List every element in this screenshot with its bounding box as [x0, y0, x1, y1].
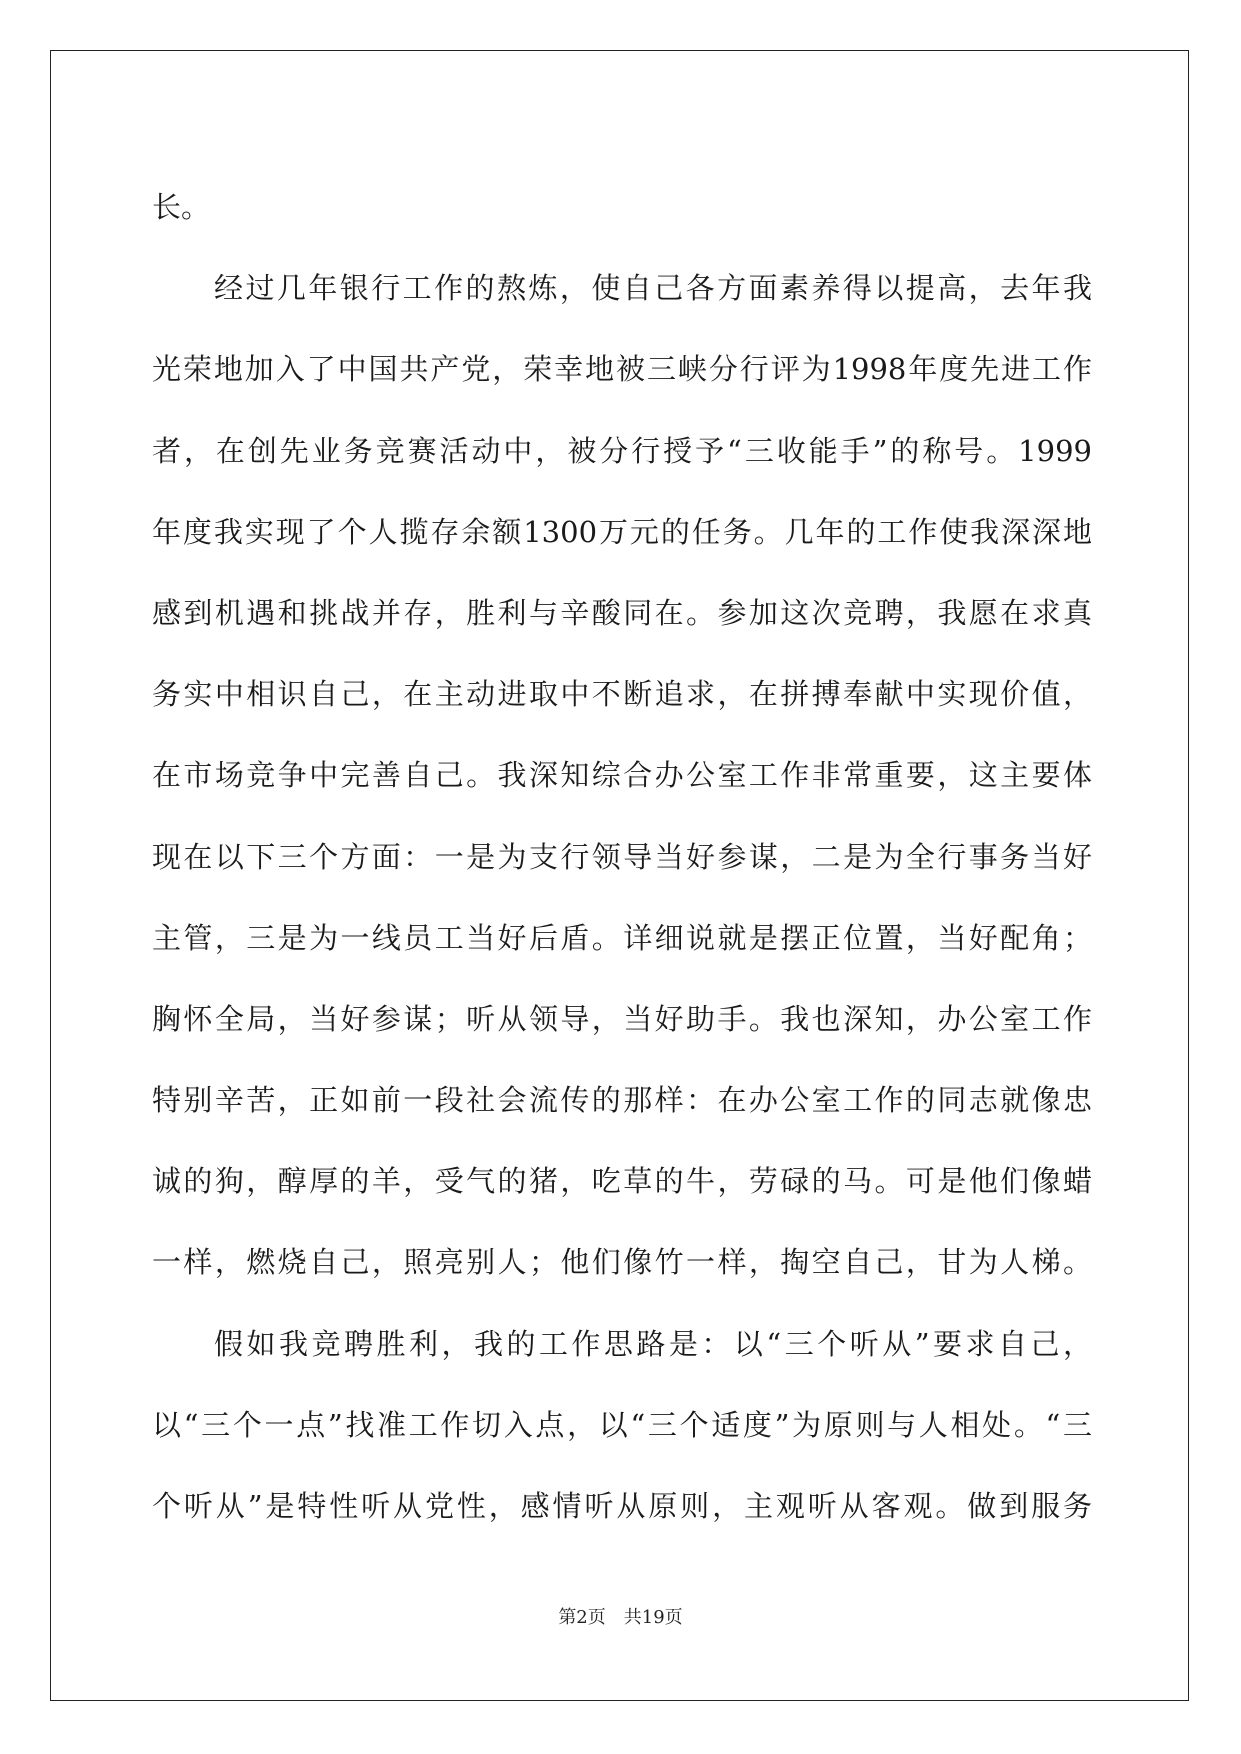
text-line: 者，在创先业务竞赛活动中，被分行授予“三收能手”的称号。1999 [152, 433, 1092, 468]
text-line: 以“三个一点”找准工作切入点，以“三个适度”为原则与人相处。“三 [152, 1407, 1092, 1442]
text-line: 在市场竞争中完善自己。我深知综合办公室工作非常重要，这主要体 [152, 758, 1092, 793]
text-line: 一样，燃烧自己，照亮别人；他们像竹一样，掏空自己，甘为人梯。 [152, 1245, 1092, 1280]
text-line: 长。 [152, 190, 211, 224]
text-line: 年度我实现了个人揽存余额1300万元的任务。几年的工作使我深深地 [152, 514, 1092, 549]
text-line: 光荣地加入了中国共产党，荣幸地被三峡分行评为1998年度先进工作 [152, 352, 1092, 387]
document-body [152, 167, 1092, 1547]
text-line: 经过几年银行工作的熬炼，使自己各方面素养得以提高，去年我 [214, 271, 1092, 306]
page-footer [0, 1606, 1241, 1630]
text-line: 务实中相识自己，在主动进取中不断追求，在拼搏奉献中实现价值， [152, 677, 1092, 712]
current-page-number: 第2页 [558, 1607, 606, 1628]
text-line: 诚的狗，醇厚的羊，受气的猪，吃草的牛，劳碌的马。可是他们像蜡 [152, 1164, 1092, 1199]
text-line: 个听从”是特性听从党性，感情听从原则，主观听从客观。做到服务 [152, 1489, 1092, 1523]
total-pages: 共19页 [623, 1607, 683, 1628]
text-line: 主管，三是为一线员工当好后盾。详细说就是摆正位置，当好配角； [152, 920, 1092, 955]
text-line: 现在以下三个方面：一是为支行领导当好参谋，二是为全行事务当好 [152, 839, 1092, 874]
text-line: 特别辛苦，正如前一段社会流传的那样：在办公室工作的同志就像忠 [152, 1083, 1092, 1118]
text-line: 感到机遇和挑战并存，胜利与辛酸同在。参加这次竞聘，我愿在求真 [152, 595, 1092, 630]
text-line: 胸怀全局，当好参谋；听从领导，当好助手。我也深知，办公室工作 [152, 1001, 1092, 1036]
text-line: 假如我竞聘胜利，我的工作思路是：以“三个听从”要求自己， [214, 1326, 1092, 1361]
